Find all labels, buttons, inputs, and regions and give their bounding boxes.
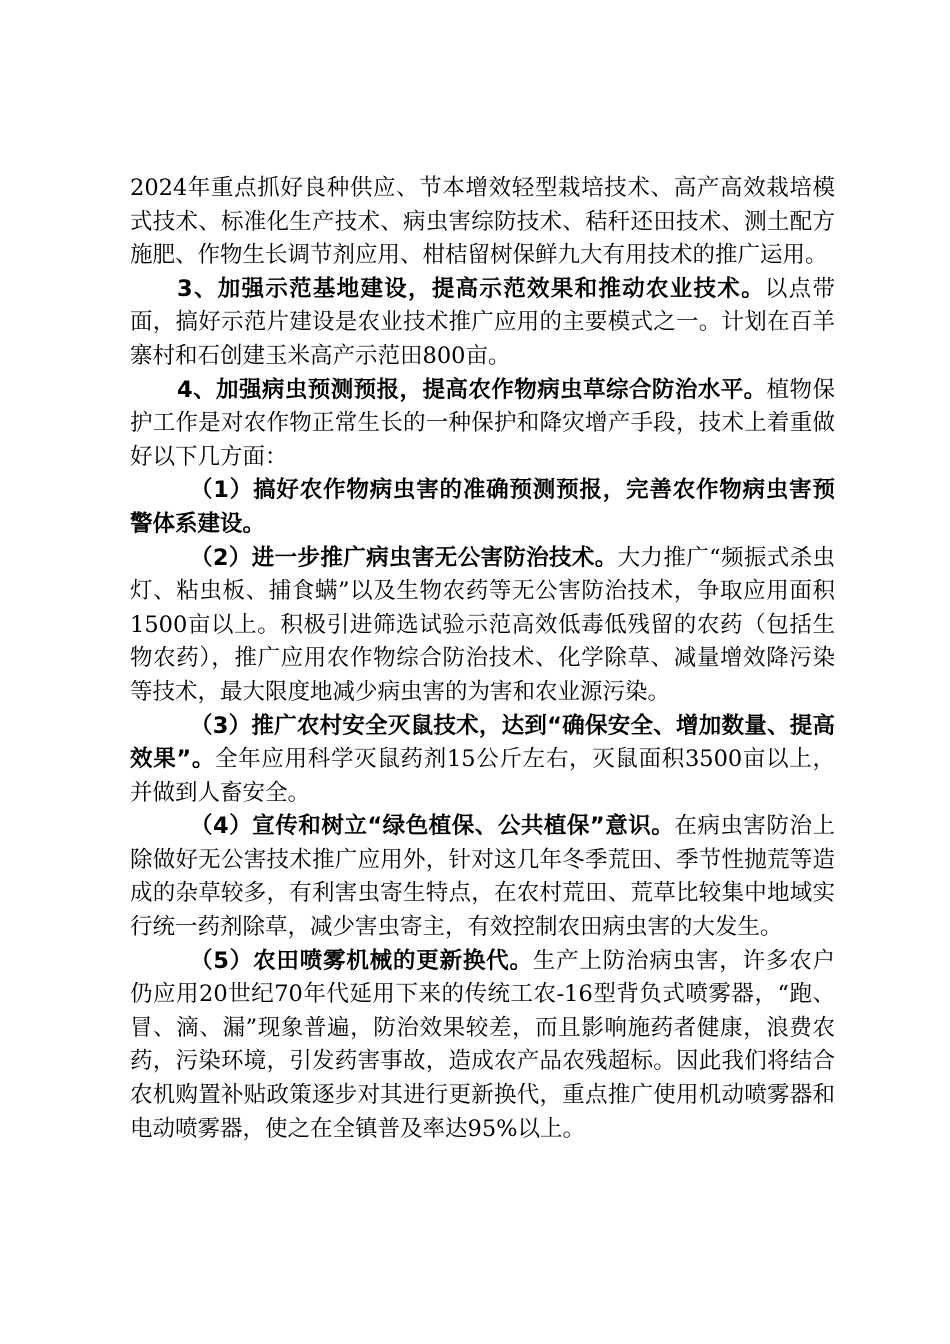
paragraph-3 (130, 374, 835, 475)
paragraph-6 (130, 710, 835, 811)
paragraph-5-heading: （2）进一步推广病虫害无公害防治技术。 (190, 544, 618, 571)
paragraph-5-text: 大力推广“频振式杀虫灯、粘虫板、捕食螨”以及生物农药等无公害防治技术，争取应用面积1500亩以上。积极引进筛选试验示范高效低毒低残留的农药（包括生物农药），推广应用农作物综合防治技术、化学除草、减量增效降污染等技术，最大限度地减少病虫害的为害和农业源污染。 (130, 544, 835, 705)
paragraph-7-heading: （4）宣传和树立“绿色植保、公共植保”意识。 (190, 813, 675, 840)
paragraph-8 (130, 945, 835, 1147)
paragraph-7 (130, 810, 835, 944)
paragraph-6-heading: （3）推广农村安全灭鼠技术，达到“确保安全、增加数量、提高效果”。 (130, 712, 835, 773)
document-body (130, 172, 835, 1146)
paragraph-3-text: 植物保护工作是对农作物正常生长的一种保护和降灾增产手段，技术上着重做好以下几方面： (130, 376, 835, 470)
paragraph-1-text: 2024年重点抓好良种供应、节本增效轻型栽培技术、高产高效栽培模式技术、标准化生产技术、病虫害综防技术、秸秆还田技术、测土配方施肥、作物生长调节剂应用、柑桔留树保鲜九大有用技术的推广运用。 (130, 175, 835, 269)
paragraph-3-heading: 4、加强病虫预测预报，提高农作物病虫草综合防治水平。 (177, 376, 767, 403)
paragraph-7-text: 在病虫害防治上除做好无公害技术推广应用外，针对这几年冬季荒田、季节性抛荒等造成的杂草较多，有利害虫寄生特点，在农村荒田、荒草比较集中地域实行统一药剂除草，减少害虫寄主，有效控制农田病虫害的大发生。 (130, 813, 835, 941)
paragraph-2 (130, 273, 835, 374)
paragraph-4-heading: （1）搞好农作物病虫害的准确预测预报，完善农作物病虫害预警体系建设。 (130, 477, 835, 537)
paragraph-1 (130, 172, 835, 273)
paragraph-8-heading: （5）农田喷雾机械的更新换代。 (190, 947, 533, 974)
paragraph-4 (130, 474, 835, 541)
paragraph-2-text: 以点带面，搞好示范片建设是农业技术推广应用的主要模式之一。计划在百羊寨村和石创建玉米高产示范田800亩。 (130, 275, 835, 369)
paragraph-2-heading: 3、加强示范基地建设，提高示范效果和推动农业技术。 (177, 275, 765, 302)
paragraph-8-text: 生产上防治病虫害，许多农户仍应用20世纪70年代延用下来的传统工农-16型背负式喷雾器，“跑、冒、滴、漏”现象普遍，防治效果较差，而且影响施药者健康，浪费农药，污染环境，引发药害事故，造成农产品农残超标。因此我们将结合农机购置补贴政策逐步对其进行更新换代，重点推广使用机动喷雾器和电动喷雾器，使之在全镇普及率达95%以上。 (130, 947, 835, 1142)
paragraph-6-text: 全年应用科学灭鼠药剂15公斤左右，灭鼠面积3500亩以上，并做到人畜安全。 (130, 746, 835, 806)
paragraph-5 (130, 542, 835, 710)
